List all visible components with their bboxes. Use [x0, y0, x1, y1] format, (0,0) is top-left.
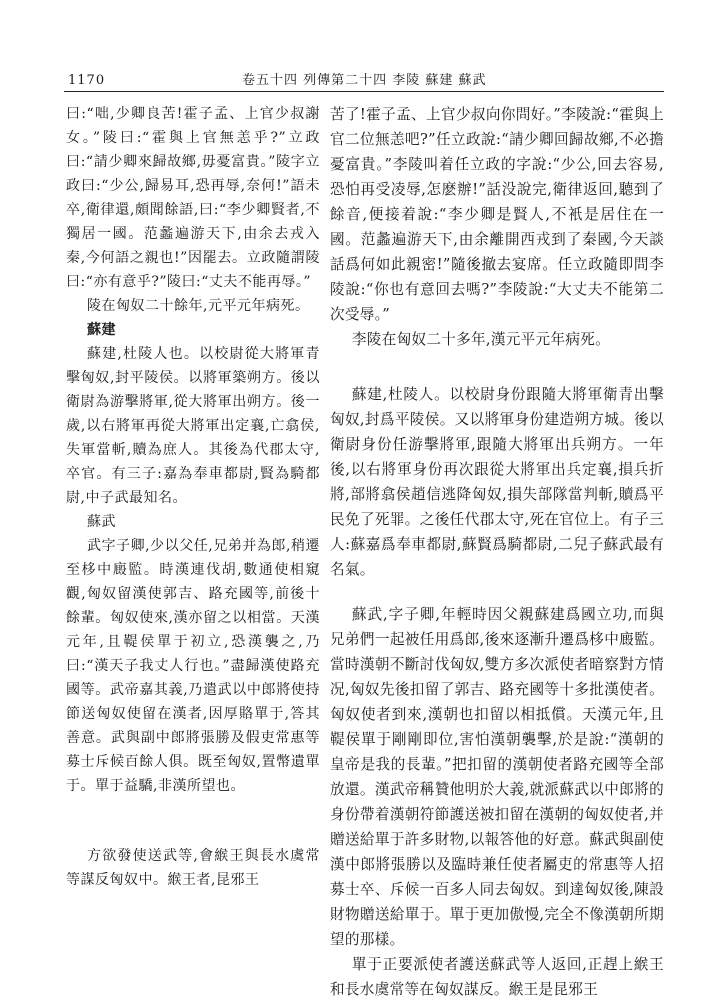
- page-number: 1170: [68, 73, 106, 88]
- left-paragraph-3: 蘇建,杜陵人也。以校尉從大將軍青擊匈奴,封平陵侯。以將軍築朔方。後以衛尉為游擊將軍,從大將軍出朔方。後一歲,以右將軍再從大將軍出定襄,亡翕侯,失軍當斬,贖為庶人。其後為代郡太守,卒官。有三子:嘉為奉車都尉,賢為騎都尉,中子武最知名。: [66, 346, 320, 506]
- left-paragraph-4: 武字子卿,少以父任,兄弟并為郎,稍遷至栘中廄監。時漢連伐胡,數通使相窺觀,匈奴留漢使郭吉、路充國等,前後十餘輩。匈奴使來,漢亦留之以相當。天漢元年,且鞮侯單于初立,恐漢襲之,乃曰:“漢天子我丈人行也。”盡歸漢使路充國等。武帝嘉其義,乃遣武以中郎將使持節送匈奴使留在漢者,因厚賂單于,答其善意。武與副中郎將張勝及假吏常惠等募士斥候百餘人俱。既至匈奴,置幣遺單于。單于益驕,非漢所望也。: [66, 538, 320, 794]
- running-title: 卷五十四 列傳第二十四 李陵 蘇建 蘇武: [242, 73, 487, 88]
- left-paragraph-1: 曰:“咄,少卿良苦!霍子孟、上官少叔謝女。”陵曰:“霍與上官無恙乎?”立政曰:“請少卿來歸故鄉,毋憂富貴。”陵字立政曰:“少公,歸易耳,恐再辱,奈何!”語未卒,衛律還,頗聞餘語,曰:“李少卿賢者,不獨居一國。范蠡遍游天下,由余去戎入秦,今何語之親也!”因罷去。立政隨謂陵曰:“亦有意乎?”陵曰:“丈夫不能再辱。”: [66, 106, 320, 290]
- right-paragraph-2: 李陵在匈奴二十多年,漢元平元年病死。: [351, 331, 611, 348]
- spacer: [66, 798, 320, 844]
- right-paragraph-3: 蘇建,杜陵人。以校尉身份跟隨大將軍衛青出擊匈奴,封爲平陵侯。又以將軍身份建造朔方城。後以衛尉身份任游擊將軍,跟隨大將軍出兵朔方。一年後,以右將軍身份再次跟從大將軍出兵定襄,損兵折將,部將翕侯趙信逃降匈奴,損失部隊當判斬,贖爲平民免了死罪。之後任代郡太守,死在官位上。有子三人:蘇嘉爲奉車都尉,蘇賢爲騎都尉,二兒子蘇武最有名氣。: [330, 386, 664, 578]
- classical-text-column: [66, 102, 320, 892]
- translation-column: [330, 102, 664, 1002]
- spacer: [330, 582, 664, 602]
- right-paragraph-4: 蘇武,字子卿,年輕時因父親蘇建爲國立功,而與兄弟們一起被任用爲郎,後來逐漸升遷爲栘中廄監。當時漢朝不斷討伐匈奴,雙方多次派使者暗察對方情况,匈奴先後扣留了郭吉、路充國等十多批漢使者。匈奴使者到來,漢朝也扣留以相抵償。天漢元年,且鞮侯單于剛剛即位,害怕漢朝襲擊,於是說:“漢朝的皇帝是我的長輩。”把扣留的漢朝使者路充國等全部放還。漢武帝稱贊他明於大義,就派蘇武以中郎將的身份帶着漢朝符節護送被扣留在漢朝的匈奴使者,并贈送給單于許多財物,以報答他的好意。蘇武與副使漢中郎將張勝以及臨時兼任使者屬吏的常惠等人招募士卒、斥候一百多人同去匈奴。到達匈奴後,陳設財物贈送給單于。單于更加傲慢,完全不像漢朝所期望的那樣。: [330, 606, 664, 948]
- left-paragraph-2: 陵在匈奴二十餘年,元平元年病死。: [87, 298, 310, 314]
- left-paragraph-5: 方欲發使送武等,會緱王與長水虞常等謀反匈奴中。緱王者,昆邪王: [66, 848, 320, 888]
- section-title-su-jian: 蘇建: [87, 322, 116, 338]
- right-paragraph-5: 單于正要派使者護送蘇武等人返回,正趕上緱王和長水虞常等在匈奴謀反。緱王是昆邪王: [330, 956, 664, 998]
- spacer: [330, 352, 664, 382]
- header-rule: [64, 91, 664, 92]
- page-header: [64, 70, 664, 92]
- right-paragraph-1: 苦了!霍子孟、上官少叔向你問好。”李陵說:“霍與上官二位無恙吧?”任立政說:“請少卿回歸故鄉,不必擔憂富貴。”李陵叫着任立政的字說:“少公,回去容易,恐怕再受凌辱,怎麽辦!”話没說完,衛律返回,聽到了餘音,便接着說:“李少卿是賢人,不衹是居住在一國。范蠡遍游天下,由余離開西戎到了秦國,今天談話爲何如此親密!”隨後撤去宴席。任立政隨即問李陵說:“你也有意回去嗎?”李陵說:“大丈夫不能第二次受辱。”: [330, 106, 664, 323]
- section-title-su-wu: 蘇武: [87, 514, 116, 530]
